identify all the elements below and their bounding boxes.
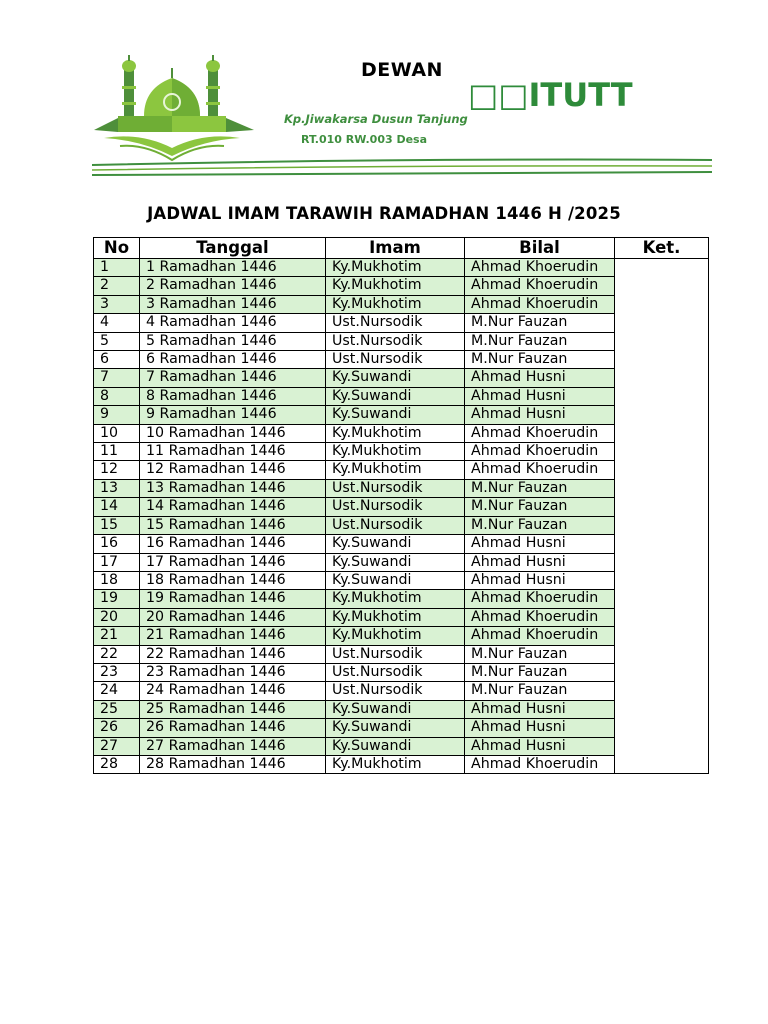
cell-tanggal: 11 Ramadhan 1446 <box>140 443 326 461</box>
cell-imam: Ust.Nursodik <box>326 645 465 663</box>
cell-imam: Ust.Nursodik <box>326 498 465 516</box>
address-line-1: Kp.Jiwakarsa Dusun Tanjung <box>284 112 468 126</box>
cell-tanggal: 14 Ramadhan 1446 <box>140 498 326 516</box>
cell-imam: Ky.Mukhotim <box>326 295 465 313</box>
cell-imam: Ky.Suwandi <box>326 535 465 553</box>
table-row <box>94 259 709 277</box>
mosque-logo-icon <box>90 52 260 164</box>
cell-bilal: Ahmad Husni <box>465 535 615 553</box>
cell-imam: Ust.Nursodik <box>326 332 465 350</box>
cell-imam: Ky.Mukhotim <box>326 424 465 442</box>
cell-no: 14 <box>94 498 140 516</box>
cell-no: 18 <box>94 571 140 589</box>
cell-imam: Ust.Nursodik <box>326 516 465 534</box>
cell-imam: Ky.Mukhotim <box>326 627 465 645</box>
cell-bilal: M.Nur Fauzan <box>465 516 615 534</box>
cell-no: 5 <box>94 332 140 350</box>
cell-tanggal: 4 Ramadhan 1446 <box>140 314 326 332</box>
cell-no: 1 <box>94 259 140 277</box>
cell-no: 4 <box>94 314 140 332</box>
cell-tanggal: 16 Ramadhan 1446 <box>140 535 326 553</box>
cell-bilal: Ahmad Husni <box>465 369 615 387</box>
cell-bilal: Ahmad Husni <box>465 571 615 589</box>
cell-bilal: M.Nur Fauzan <box>465 498 615 516</box>
cell-tanggal: 13 Ramadhan 1446 <box>140 479 326 497</box>
cell-imam: Ust.Nursodik <box>326 314 465 332</box>
cell-bilal: Ahmad Khoerudin <box>465 424 615 442</box>
cell-bilal: Ahmad Khoerudin <box>465 608 615 626</box>
cell-bilal: M.Nur Fauzan <box>465 682 615 700</box>
cell-no: 7 <box>94 369 140 387</box>
header-ket: Ket. <box>615 238 709 259</box>
cell-imam: Ky.Mukhotim <box>326 443 465 461</box>
cell-tanggal: 5 Ramadhan 1446 <box>140 332 326 350</box>
cell-no: 28 <box>94 755 140 773</box>
cell-no: 22 <box>94 645 140 663</box>
cell-tanggal: 22 Ramadhan 1446 <box>140 645 326 663</box>
cell-no: 9 <box>94 406 140 424</box>
header-imam: Imam <box>326 238 465 259</box>
cell-imam: Ky.Mukhotim <box>326 277 465 295</box>
cell-imam: Ky.Suwandi <box>326 387 465 405</box>
header-bilal: Bilal <box>465 238 615 259</box>
cell-tanggal: 27 Ramadhan 1446 <box>140 737 326 755</box>
cell-no: 23 <box>94 663 140 681</box>
cell-bilal: Ahmad Husni <box>465 406 615 424</box>
cell-tanggal: 2 Ramadhan 1446 <box>140 277 326 295</box>
cell-tanggal: 10 Ramadhan 1446 <box>140 424 326 442</box>
org-prefix: DEWAN <box>361 59 443 81</box>
cell-bilal: Ahmad Khoerudin <box>465 461 615 479</box>
cell-no: 6 <box>94 351 140 369</box>
cell-imam: Ky.Mukhotim <box>326 755 465 773</box>
cell-no: 15 <box>94 516 140 534</box>
cell-bilal: Ahmad Husni <box>465 719 615 737</box>
cell-tanggal: 17 Ramadhan 1446 <box>140 553 326 571</box>
cell-tanggal: 7 Ramadhan 1446 <box>140 369 326 387</box>
cell-no: 3 <box>94 295 140 313</box>
cell-tanggal: 24 Ramadhan 1446 <box>140 682 326 700</box>
cell-no: 21 <box>94 627 140 645</box>
cell-no: 16 <box>94 535 140 553</box>
cell-no: 24 <box>94 682 140 700</box>
header-tanggal: Tanggal <box>140 238 326 259</box>
cell-no: 20 <box>94 608 140 626</box>
cell-imam: Ky.Mukhotim <box>326 590 465 608</box>
cell-no: 17 <box>94 553 140 571</box>
cell-tanggal: 21 Ramadhan 1446 <box>140 627 326 645</box>
cell-bilal: Ahmad Husni <box>465 387 615 405</box>
org-name: □□ITUTT <box>468 76 633 114</box>
cell-tanggal: 3 Ramadhan 1446 <box>140 295 326 313</box>
cell-bilal: M.Nur Fauzan <box>465 314 615 332</box>
header-no: No <box>94 238 140 259</box>
cell-tanggal: 28 Ramadhan 1446 <box>140 755 326 773</box>
cell-tanggal: 20 Ramadhan 1446 <box>140 608 326 626</box>
cell-no: 8 <box>94 387 140 405</box>
cell-tanggal: 18 Ramadhan 1446 <box>140 571 326 589</box>
cell-bilal: Ahmad Khoerudin <box>465 627 615 645</box>
cell-imam: Ky.Suwandi <box>326 553 465 571</box>
cell-bilal: Ahmad Khoerudin <box>465 277 615 295</box>
cell-no: 19 <box>94 590 140 608</box>
header-divider <box>92 156 712 178</box>
cell-ket <box>615 259 709 774</box>
cell-tanggal: 15 Ramadhan 1446 <box>140 516 326 534</box>
cell-bilal: Ahmad Husni <box>465 553 615 571</box>
address-line-2: RT.010 RW.003 Desa <box>301 133 428 146</box>
cell-imam: Ky.Suwandi <box>326 700 465 718</box>
cell-imam: Ky.Mukhotim <box>326 608 465 626</box>
table-header-row <box>94 238 709 259</box>
cell-tanggal: 12 Ramadhan 1446 <box>140 461 326 479</box>
cell-no: 27 <box>94 737 140 755</box>
cell-imam: Ky.Mukhotim <box>326 259 465 277</box>
cell-tanggal: 8 Ramadhan 1446 <box>140 387 326 405</box>
cell-no: 10 <box>94 424 140 442</box>
document-title: JADWAL IMAM TARAWIH RAMADHAN 1446 H /2025 <box>147 204 621 223</box>
cell-no: 11 <box>94 443 140 461</box>
cell-imam: Ky.Suwandi <box>326 719 465 737</box>
cell-no: 12 <box>94 461 140 479</box>
cell-bilal: Ahmad Khoerudin <box>465 755 615 773</box>
cell-imam: Ust.Nursodik <box>326 682 465 700</box>
cell-imam: Ky.Suwandi <box>326 571 465 589</box>
cell-imam: Ust.Nursodik <box>326 351 465 369</box>
cell-imam: Ust.Nursodik <box>326 663 465 681</box>
cell-tanggal: 19 Ramadhan 1446 <box>140 590 326 608</box>
cell-tanggal: 25 Ramadhan 1446 <box>140 700 326 718</box>
cell-bilal: Ahmad Husni <box>465 737 615 755</box>
cell-bilal: Ahmad Khoerudin <box>465 443 615 461</box>
cell-bilal: M.Nur Fauzan <box>465 332 615 350</box>
cell-imam: Ky.Mukhotim <box>326 461 465 479</box>
cell-bilal: Ahmad Khoerudin <box>465 590 615 608</box>
cell-imam: Ky.Suwandi <box>326 369 465 387</box>
cell-bilal: M.Nur Fauzan <box>465 351 615 369</box>
cell-no: 13 <box>94 479 140 497</box>
cell-tanggal: 26 Ramadhan 1446 <box>140 719 326 737</box>
schedule-table <box>93 237 709 774</box>
cell-bilal: M.Nur Fauzan <box>465 663 615 681</box>
cell-no: 2 <box>94 277 140 295</box>
cell-bilal: M.Nur Fauzan <box>465 645 615 663</box>
cell-no: 25 <box>94 700 140 718</box>
cell-tanggal: 9 Ramadhan 1446 <box>140 406 326 424</box>
cell-bilal: Ahmad Khoerudin <box>465 259 615 277</box>
cell-imam: Ky.Suwandi <box>326 406 465 424</box>
cell-tanggal: 23 Ramadhan 1446 <box>140 663 326 681</box>
cell-bilal: Ahmad Khoerudin <box>465 295 615 313</box>
cell-bilal: M.Nur Fauzan <box>465 479 615 497</box>
cell-imam: Ky.Suwandi <box>326 737 465 755</box>
cell-tanggal: 1 Ramadhan 1446 <box>140 259 326 277</box>
cell-bilal: Ahmad Husni <box>465 700 615 718</box>
cell-no: 26 <box>94 719 140 737</box>
cell-tanggal: 6 Ramadhan 1446 <box>140 351 326 369</box>
cell-imam: Ust.Nursodik <box>326 479 465 497</box>
